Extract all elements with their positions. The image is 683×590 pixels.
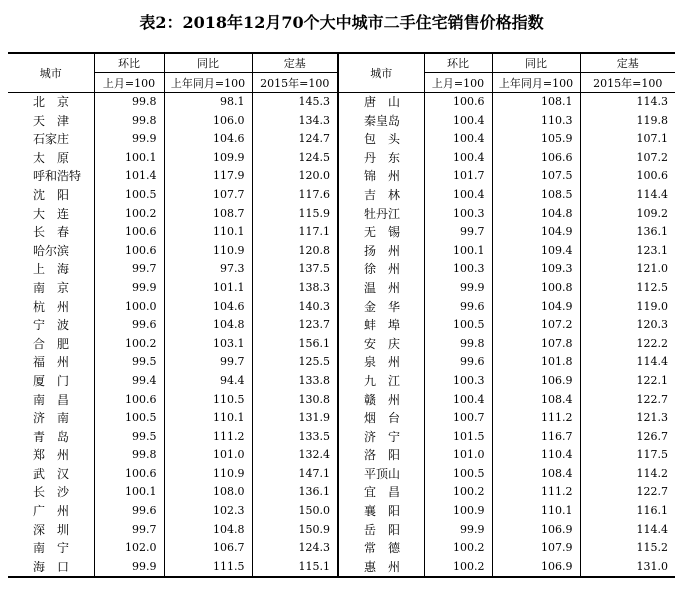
left-yoy-cell: 109.9: [164, 149, 252, 168]
left-mom-cell: 100.6: [94, 223, 164, 242]
left-mom-cell: 99.6: [94, 502, 164, 521]
table-header: [8, 53, 675, 93]
header-mom-sub-right: 上月=100: [424, 73, 492, 93]
right-mom-cell: 101.5: [424, 428, 492, 447]
left-city-cell: 南 京: [33, 280, 70, 295]
left-city-cell: 济 南: [33, 411, 70, 426]
left-base-cell: 123.7: [252, 316, 338, 335]
right-city-cell: 襄 阳: [338, 502, 424, 521]
right-yoy-cell: 106.9: [492, 558, 580, 578]
right-city-cell: 锦 州: [338, 167, 424, 186]
header-base-sub-left: 2015年=100: [252, 73, 338, 93]
table-row: [8, 353, 675, 372]
left-base-cell: 117.1: [252, 223, 338, 242]
right-base-cell: 116.1: [580, 502, 675, 521]
table-row: [8, 539, 675, 558]
right-yoy-cell: 104.9: [492, 298, 580, 317]
left-mom-cell: 99.9: [94, 279, 164, 298]
right-base-cell: 119.0: [580, 298, 675, 317]
right-city-cell: 徐 州: [338, 260, 424, 279]
left-yoy-cell: 102.3: [164, 502, 252, 521]
left-base-cell: 120.8: [252, 242, 338, 261]
left-base-cell: 137.5: [252, 260, 338, 279]
left-mom-cell: 99.8: [94, 446, 164, 465]
right-city-cell: 平顶山: [338, 465, 424, 484]
right-yoy-cell: 105.9: [492, 130, 580, 149]
right-mom-cell: 100.6: [424, 93, 492, 112]
left-base-cell: 150.9: [252, 521, 338, 540]
left-base-cell: 156.1: [252, 335, 338, 354]
right-base-cell: 119.8: [580, 112, 675, 131]
left-mom-cell: 100.2: [94, 205, 164, 224]
right-base-cell: 117.5: [580, 446, 675, 465]
left-mom-cell: 99.7: [94, 260, 164, 279]
left-yoy-cell: 94.4: [164, 372, 252, 391]
left-base-cell: 132.4: [252, 446, 338, 465]
left-mom-cell: 99.9: [94, 558, 164, 578]
left-yoy-cell: 110.1: [164, 409, 252, 428]
left-yoy-cell: 110.9: [164, 465, 252, 484]
right-base-cell: 123.1: [580, 242, 675, 261]
header-yoy-left: 同比: [164, 53, 252, 73]
table-row: [8, 446, 675, 465]
right-base-cell: 126.7: [580, 428, 675, 447]
table-row: [8, 483, 675, 502]
right-city-cell: 秦皇岛: [338, 112, 424, 131]
left-yoy-cell: 107.7: [164, 186, 252, 205]
right-yoy-cell: 107.8: [492, 335, 580, 354]
right-base-cell: 120.3: [580, 316, 675, 335]
left-mom-cell: 99.8: [94, 93, 164, 112]
right-city-cell: 扬 州: [338, 242, 424, 261]
table-row: [8, 335, 675, 354]
table-row: [8, 149, 675, 168]
left-city-cell: 合 肥: [33, 336, 70, 351]
right-mom-cell: 100.4: [424, 130, 492, 149]
right-yoy-cell: 104.8: [492, 205, 580, 224]
table-row: [8, 391, 675, 410]
left-base-cell: 124.3: [252, 539, 338, 558]
right-city-cell: 金 华: [338, 298, 424, 317]
right-mom-cell: 100.2: [424, 539, 492, 558]
table-row: [8, 93, 675, 112]
left-yoy-cell: 117.9: [164, 167, 252, 186]
left-yoy-cell: 106.7: [164, 539, 252, 558]
left-base-cell: 145.3: [252, 93, 338, 112]
left-yoy-cell: 98.1: [164, 93, 252, 112]
right-base-cell: 131.0: [580, 558, 675, 578]
right-city-cell: 宜 昌: [338, 483, 424, 502]
left-mom-cell: 100.6: [94, 465, 164, 484]
left-mom-cell: 100.1: [94, 483, 164, 502]
table-title: 表2：2018年12月70个大中城市二手住宅销售价格指数: [139, 13, 544, 32]
left-city-cell: 石家庄: [33, 132, 70, 147]
left-mom-cell: 100.2: [94, 335, 164, 354]
right-city-cell: 吉 林: [338, 186, 424, 205]
left-base-cell: 131.9: [252, 409, 338, 428]
right-yoy-cell: 109.3: [492, 260, 580, 279]
left-city-cell: 深 圳: [33, 522, 70, 537]
right-mom-cell: 99.9: [424, 279, 492, 298]
left-yoy-cell: 103.1: [164, 335, 252, 354]
right-yoy-cell: 108.1: [492, 93, 580, 112]
header-yoy-sub-left: 上年同月=100: [164, 73, 252, 93]
right-yoy-cell: 108.4: [492, 465, 580, 484]
table-row: [8, 372, 675, 391]
right-mom-cell: 100.4: [424, 149, 492, 168]
left-mom-cell: 100.6: [94, 242, 164, 261]
left-yoy-cell: 99.7: [164, 353, 252, 372]
left-city-cell: 大 连: [33, 206, 70, 221]
right-yoy-cell: 109.4: [492, 242, 580, 261]
right-city-cell: 唐 山: [338, 93, 424, 112]
left-base-cell: 115.9: [252, 205, 338, 224]
left-base-cell: 117.6: [252, 186, 338, 205]
left-city-cell: 南 宁: [33, 541, 70, 556]
left-city-cell: 郑 州: [33, 448, 70, 463]
left-base-cell: 140.3: [252, 298, 338, 317]
header-base-sub-right: 2015年=100: [580, 73, 675, 93]
table-row: [8, 223, 675, 242]
table-row: [8, 112, 675, 131]
left-city-cell: 福 州: [33, 355, 70, 370]
right-mom-cell: 100.3: [424, 372, 492, 391]
left-city-cell: 南 昌: [33, 392, 70, 407]
table-row: [8, 205, 675, 224]
right-base-cell: 122.7: [580, 483, 675, 502]
left-base-cell: 130.8: [252, 391, 338, 410]
right-mom-cell: 99.9: [424, 521, 492, 540]
left-base-cell: 147.1: [252, 465, 338, 484]
right-city-cell: 蚌 埠: [338, 316, 424, 335]
left-city-cell: 厦 门: [33, 373, 70, 388]
right-base-cell: 121.0: [580, 260, 675, 279]
right-base-cell: 122.1: [580, 372, 675, 391]
left-yoy-cell: 111.2: [164, 428, 252, 447]
table-row: [8, 260, 675, 279]
left-yoy-cell: 104.8: [164, 521, 252, 540]
right-mom-cell: 100.7: [424, 409, 492, 428]
left-mom-cell: 100.5: [94, 186, 164, 205]
right-mom-cell: 100.2: [424, 558, 492, 578]
right-yoy-cell: 108.5: [492, 186, 580, 205]
table-row: [8, 279, 675, 298]
right-yoy-cell: 111.2: [492, 409, 580, 428]
left-city-cell: 武 汉: [33, 466, 70, 481]
right-base-cell: 112.5: [580, 279, 675, 298]
table-row: [8, 502, 675, 521]
right-mom-cell: 101.7: [424, 167, 492, 186]
left-yoy-cell: 101.1: [164, 279, 252, 298]
right-base-cell: 114.2: [580, 465, 675, 484]
table-row: [8, 186, 675, 205]
left-mom-cell: 100.6: [94, 391, 164, 410]
left-mom-cell: 102.0: [94, 539, 164, 558]
left-yoy-cell: 110.5: [164, 391, 252, 410]
left-city-cell: 呼和浩特: [33, 169, 82, 184]
right-city-cell: 安 庆: [338, 335, 424, 354]
left-yoy-cell: 110.1: [164, 223, 252, 242]
right-city-cell: 九 江: [338, 372, 424, 391]
right-base-cell: 107.1: [580, 130, 675, 149]
left-yoy-cell: 97.3: [164, 260, 252, 279]
table-row: [8, 521, 675, 540]
right-mom-cell: 100.9: [424, 502, 492, 521]
right-base-cell: 100.6: [580, 167, 675, 186]
price-index-table: [8, 52, 675, 578]
right-base-cell: 109.2: [580, 205, 675, 224]
table-row: [8, 558, 675, 578]
header-yoy-right: 同比: [492, 53, 580, 73]
left-yoy-cell: 106.0: [164, 112, 252, 131]
table-row: [8, 167, 675, 186]
left-city-cell: 沈 阳: [33, 187, 70, 202]
table-row: [8, 428, 675, 447]
right-base-cell: 114.4: [580, 186, 675, 205]
right-mom-cell: 99.6: [424, 298, 492, 317]
left-city-cell: 太 原: [33, 150, 70, 165]
right-yoy-cell: 107.9: [492, 539, 580, 558]
left-city-cell: 青 岛: [33, 429, 70, 444]
left-base-cell: 133.8: [252, 372, 338, 391]
left-mom-cell: 100.0: [94, 298, 164, 317]
left-yoy-cell: 108.0: [164, 483, 252, 502]
left-yoy-cell: 110.9: [164, 242, 252, 261]
right-mom-cell: 99.7: [424, 223, 492, 242]
left-base-cell: 134.3: [252, 112, 338, 131]
header-yoy-sub-right: 上年同月=100: [492, 73, 580, 93]
left-base-cell: 125.5: [252, 353, 338, 372]
right-city-cell: 包 头: [338, 130, 424, 149]
left-mom-cell: 99.8: [94, 112, 164, 131]
right-base-cell: 114.3: [580, 93, 675, 112]
left-yoy-cell: 111.5: [164, 558, 252, 578]
right-yoy-cell: 116.7: [492, 428, 580, 447]
right-base-cell: 121.3: [580, 409, 675, 428]
right-yoy-cell: 110.4: [492, 446, 580, 465]
left-yoy-cell: 104.8: [164, 316, 252, 335]
right-yoy-cell: 100.8: [492, 279, 580, 298]
left-city-cell: 长 沙: [33, 485, 70, 500]
right-yoy-cell: 107.5: [492, 167, 580, 186]
header-city-left: 城市: [8, 53, 94, 93]
header-mom-left: 环比: [94, 53, 164, 73]
right-base-cell: 114.4: [580, 521, 675, 540]
left-city-cell: 宁 波: [33, 318, 70, 333]
right-city-cell: 泉 州: [338, 353, 424, 372]
right-city-cell: 温 州: [338, 279, 424, 298]
right-city-cell: 丹 东: [338, 149, 424, 168]
right-yoy-cell: 111.2: [492, 483, 580, 502]
right-mom-cell: 99.6: [424, 353, 492, 372]
table-row: [8, 465, 675, 484]
left-city-cell: 杭 州: [33, 299, 70, 314]
left-yoy-cell: 108.7: [164, 205, 252, 224]
table-row: [8, 242, 675, 261]
right-mom-cell: 100.4: [424, 186, 492, 205]
left-mom-cell: 100.1: [94, 149, 164, 168]
right-yoy-cell: 106.6: [492, 149, 580, 168]
right-mom-cell: 99.8: [424, 335, 492, 354]
left-mom-cell: 99.7: [94, 521, 164, 540]
left-yoy-cell: 101.0: [164, 446, 252, 465]
header-mom-sub-left: 上月=100: [94, 73, 164, 93]
left-base-cell: 136.1: [252, 483, 338, 502]
right-base-cell: 136.1: [580, 223, 675, 242]
left-mom-cell: 100.5: [94, 409, 164, 428]
right-city-cell: 岳 阳: [338, 521, 424, 540]
right-yoy-cell: 107.2: [492, 316, 580, 335]
left-mom-cell: 99.5: [94, 428, 164, 447]
left-mom-cell: 99.6: [94, 316, 164, 335]
right-city-cell: 洛 阳: [338, 446, 424, 465]
right-yoy-cell: 110.3: [492, 112, 580, 131]
right-mom-cell: 100.4: [424, 391, 492, 410]
right-yoy-cell: 106.9: [492, 521, 580, 540]
table-row: [8, 316, 675, 335]
right-city-cell: 烟 台: [338, 409, 424, 428]
right-yoy-cell: 106.9: [492, 372, 580, 391]
right-city-cell: 牡丹江: [338, 205, 424, 224]
right-yoy-cell: 108.4: [492, 391, 580, 410]
table-row: [8, 409, 675, 428]
left-mom-cell: 99.9: [94, 130, 164, 149]
right-city-cell: 常 德: [338, 539, 424, 558]
right-base-cell: 122.7: [580, 391, 675, 410]
right-mom-cell: 100.4: [424, 112, 492, 131]
table-body: [8, 93, 675, 578]
right-mom-cell: 100.5: [424, 316, 492, 335]
right-yoy-cell: 104.9: [492, 223, 580, 242]
left-base-cell: 124.5: [252, 149, 338, 168]
right-mom-cell: 101.0: [424, 446, 492, 465]
left-mom-cell: 99.5: [94, 353, 164, 372]
left-mom-cell: 101.4: [94, 167, 164, 186]
left-city-cell: 北 京: [33, 95, 70, 109]
left-city-cell: 长 春: [33, 225, 70, 240]
right-mom-cell: 100.3: [424, 260, 492, 279]
right-yoy-cell: 101.8: [492, 353, 580, 372]
left-base-cell: 138.3: [252, 279, 338, 298]
left-base-cell: 115.1: [252, 558, 338, 578]
right-base-cell: 107.2: [580, 149, 675, 168]
table-row: [8, 130, 675, 149]
left-base-cell: 120.0: [252, 167, 338, 186]
left-base-cell: 133.5: [252, 428, 338, 447]
right-yoy-cell: 110.1: [492, 502, 580, 521]
right-city-cell: 赣 州: [338, 391, 424, 410]
left-city-cell: 上 海: [33, 262, 70, 277]
left-mom-cell: 99.4: [94, 372, 164, 391]
left-yoy-cell: 104.6: [164, 130, 252, 149]
right-base-cell: 115.2: [580, 539, 675, 558]
right-city-cell: 济 宁: [338, 428, 424, 447]
header-base-right: 定基: [580, 53, 675, 73]
right-mom-cell: 100.1: [424, 242, 492, 261]
left-base-cell: 150.0: [252, 502, 338, 521]
left-city-cell: 海 口: [8, 558, 94, 578]
left-city-cell: 哈尔滨: [33, 243, 70, 258]
table-row: [8, 298, 675, 317]
left-city-cell: 天 津: [33, 113, 70, 128]
right-city-cell: 无 锡: [338, 223, 424, 242]
right-city-cell: 惠 州: [338, 558, 424, 578]
header-mom-right: 环比: [424, 53, 492, 73]
left-base-cell: 124.7: [252, 130, 338, 149]
header-city-right: 城市: [338, 53, 424, 93]
right-mom-cell: 100.5: [424, 465, 492, 484]
header-base-left: 定基: [252, 53, 338, 73]
right-mom-cell: 100.3: [424, 205, 492, 224]
left-city-cell: 广 州: [33, 504, 70, 519]
right-base-cell: 114.4: [580, 353, 675, 372]
left-yoy-cell: 104.6: [164, 298, 252, 317]
right-mom-cell: 100.2: [424, 483, 492, 502]
right-base-cell: 122.2: [580, 335, 675, 354]
